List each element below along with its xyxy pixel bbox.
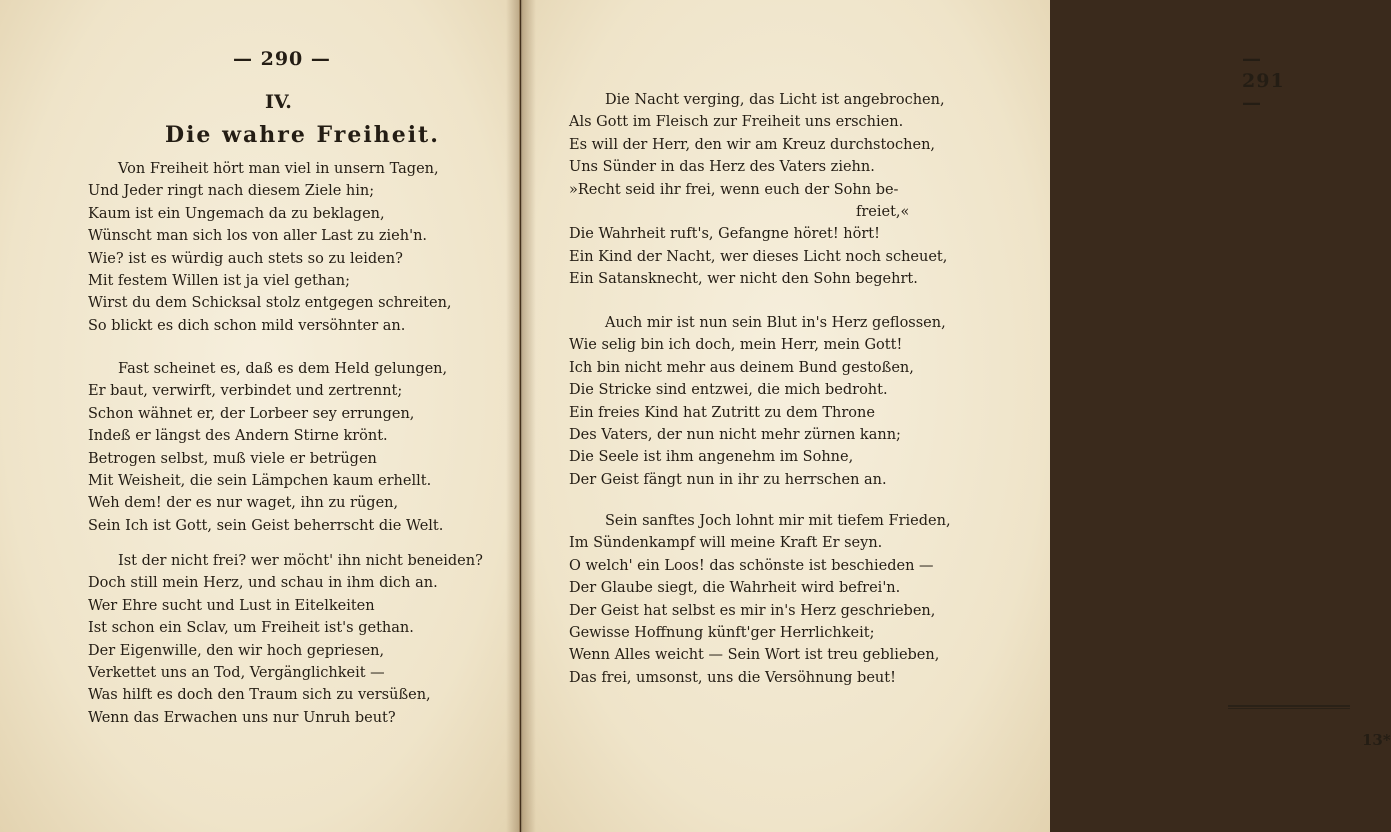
poem-line: Indeß er längst des Andern Stirne krönt. (88, 428, 388, 445)
section-number: IV. (265, 91, 292, 113)
poem-line: Auch mir ist nun sein Blut in's Herz geflossen, (605, 315, 946, 331)
poem-line: »Recht seid ihr frei, wenn euch der Sohn be- (569, 181, 899, 198)
poem-line: Doch still mein Herz, und schau in ihm dich an. (88, 575, 438, 592)
end-rule (1228, 705, 1350, 709)
poem-line: Gewisse Hoffnung künft'ger Herrlichkeit; (569, 625, 875, 641)
poem-line: Ist der nicht frei? wer möcht' ihn nicht beneiden? (118, 553, 483, 569)
poem-line: freiet,« (856, 204, 910, 220)
poem-line: Die Wahrheit ruft's, Gefangne höret! hört! (569, 226, 880, 243)
poem-line: Im Sündenkampf will meine Kraft Er seyn. (569, 535, 883, 552)
poem-line: Er baut, verwirft, verbindet und zertrennt; (88, 383, 403, 400)
poem-line: Wenn Alles weicht — Sein Wort ist treu geblieben, (569, 647, 940, 664)
poem-line: Ist schon ein Sclav, um Freiheit ist's gethan. (88, 620, 414, 637)
poem-line: Schon wähnet er, der Lorbeer sey errungen, (88, 405, 415, 422)
poem-line: Der Eigenwille, den wir hoch gepriesen, (88, 642, 385, 659)
poem-line: Von Freiheit hört man viel in unsern Tagen, (118, 161, 439, 177)
poem-line: Weh dem! der es nur waget, ihn zu rügen, (88, 495, 399, 512)
poem-line: Ein freies Kind hat Zutritt zu dem Throne (569, 404, 875, 421)
page-number-right: — 291 — (1242, 48, 1285, 114)
poem-line: So blickt es dich schon mild versöhnter an. (88, 317, 406, 334)
poem-title: Die wahre Freiheit. (165, 122, 440, 148)
poem-line: Betrogen selbst, muß viele er betrügen (88, 450, 377, 467)
poem-line: Der Geist fängt nun in ihr zu herrschen an. (569, 471, 887, 488)
signature-mark: 13* (1362, 731, 1391, 749)
poem-line: Wie? ist es würdig auch stets so zu leiden? (88, 250, 403, 267)
poem-line: Wenn das Erwachen uns nur Unruh beut? (88, 709, 396, 726)
poem-line: Die Nacht verging, das Licht ist angebrochen, (605, 92, 945, 108)
poem-line: Uns Sünder in das Herz des Vaters ziehn. (569, 159, 875, 176)
poem-line: Mit festem Willen ist ja viel gethan; (88, 273, 350, 289)
poem-line: Fast scheinet es, daß es dem Held gelungen, (118, 361, 448, 377)
right-page (521, 0, 1391, 832)
page-number-left: — 290 — (233, 48, 331, 70)
poem-line: Wer Ehre sucht und Lust in Eitelkeiten (88, 597, 375, 614)
left-page (0, 0, 520, 832)
poem-line: Verkettet uns an Tod, Vergänglichkeit — (88, 665, 385, 681)
poem-line: Das frei, umsonst, uns die Versöhnung beut! (569, 669, 896, 686)
poem-line: Was hilft es doch den Traum sich zu versüßen, (88, 687, 431, 704)
poem-line: Als Gott im Fleisch zur Freiheit uns erschien. (569, 114, 904, 131)
poem-line: Die Stricke sind entzwei, die mich bedroht. (569, 382, 888, 399)
poem-line: Ein Satansknecht, wer nicht den Sohn begehrt. (569, 271, 918, 288)
poem-line: O welch' ein Loos! das schönste ist beschieden — (569, 557, 934, 574)
poem-line: Des Vaters, der nun nicht mehr zürnen kann; (569, 427, 901, 443)
poem-line: Sein sanftes Joch lohnt mir mit tiefem Frieden, (605, 513, 951, 529)
poem-line: Wie selig bin ich doch, mein Herr, mein Gott! (569, 337, 903, 354)
poem-line: Und Jeder ringt nach diesem Ziele hin; (88, 183, 375, 200)
poem-line: Mit Weisheit, die sein Lämpchen kaum erhellt. (88, 473, 432, 489)
poem-line: Ein Kind der Nacht, wer dieses Licht noch scheuet, (569, 248, 948, 265)
poem-line: Wirst du dem Schicksal stolz entgegen schreiten, (88, 295, 452, 312)
poem-line: Ich bin nicht mehr aus deinem Bund gestoßen, (569, 359, 914, 376)
poem-line: Der Geist hat selbst es mir in's Herz geschrieben, (569, 602, 936, 619)
poem-line: Sein Ich ist Gott, sein Geist beherrscht die Welt. (88, 517, 444, 534)
poem-line: Die Seele ist ihm angenehm im Sohne, (569, 449, 854, 466)
poem-line: Wünscht man sich los von aller Last zu zieh'n. (88, 228, 428, 245)
poem-line: Es will der Herr, den wir am Kreuz durchstochen, (569, 136, 936, 153)
poem-line: Der Glaube siegt, die Wahrheit wird befrei'n. (569, 580, 901, 597)
poem-line: Kaum ist ein Ungemach da zu beklagen, (88, 205, 385, 222)
